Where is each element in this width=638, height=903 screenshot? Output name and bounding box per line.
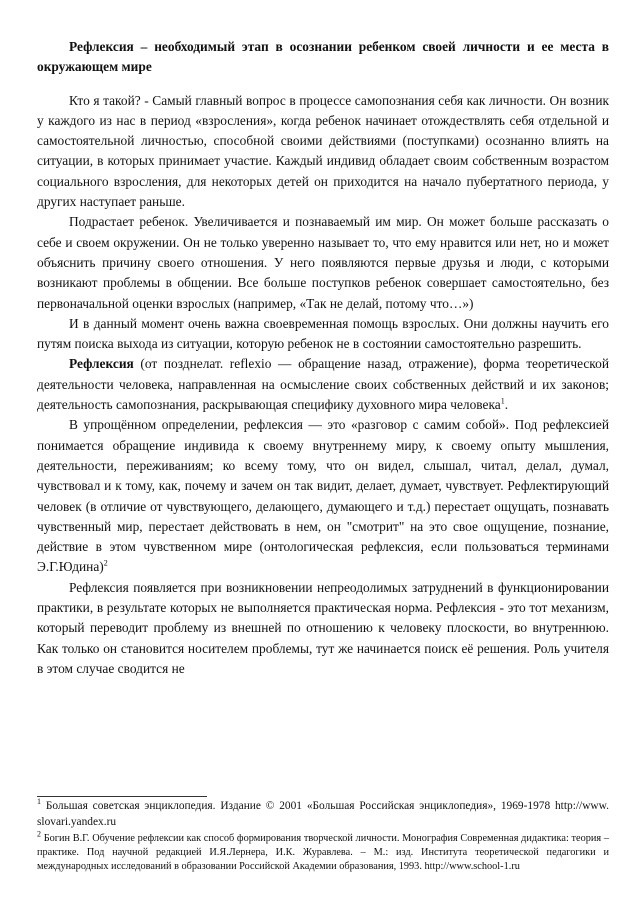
paragraph-child-grows: Подрастает ребенок. Увеличивается и познаваемый им мир. Он может больше рассказать о себе и своем окружении. Он не только уверенно называет то, что ему нравится или нет, но и может объяснить причину своего отношения. У него появляются первые друзья и люди, с которыми возникают проблемы в общении. Все больше поступков ребенок совершает самостоятельно, без первоначальной оценки взрослых (например, «Так не делай, потому что…») <box>37 214 609 311</box>
footnote-1-number: 1 <box>37 797 41 807</box>
footnotes-section <box>37 799 609 875</box>
footnote-2-text: Богин В.Г. Обучение рефлексии как способ формирования творческой личности. Монография Современная дидактика: теория – практике. Под научной редакцией И.Я.Лернера, И.К. Журавлева. – М.: изд. Института теоретической педагогики и международных исследований в образовании Российской Академии образования, 1993. http://www.school-1.ru <box>37 833 609 873</box>
definition-text: (от позднелат. reflexio — обращение назад, отражение), форма теоретической деятельности человека, направленная на осмысление своих собственных действий и их законов; деятельность самопознания, раскрывающая специфику духовного мира человека <box>37 356 609 413</box>
footnote-ref-1: 1 <box>500 396 505 406</box>
paragraph-who-am-i: Кто я такой? - Самый главный вопрос в процессе самопознания себя как личности. Он возник у каждого из нас в период «взросления», когда ребенок начинает отождествлять себя отдельной и самостоятельной личностью, способной своими действиями (поступками) осознанно влиять на ситуации, в которых принимает участие. Каждый индивид обладает своим собственным возрастом социального взросления, для некоторых детей он приходится на начало пубертатного периода, у других наступает раньше. <box>37 92 609 210</box>
paragraph-reflection-definition <box>37 354 609 415</box>
footnote-divider <box>37 796 207 797</box>
term-reflection: Рефлексия <box>69 356 134 372</box>
document-page <box>37 37 609 679</box>
footnote-1 <box>37 799 609 830</box>
footnote-1-text: Большая советская энциклопедия. Издание © 2001 «Большая Российская энциклопедия», 1969-1978 http://www. slovari.yandex.ru <box>37 800 609 828</box>
footnote-ref-2: 2 <box>103 558 108 568</box>
definition-end: . <box>504 397 509 413</box>
paragraph-reflection-mechanism: Рефлексия появляется при возникновении непреодолимых затруднений в функционировании практики, в результате которых не выполняется практическая норма. Рефлексия - это тот механизм, который переводит проблему из внешней по отношению к человеку плоскости, во внутреннюю. Как только он становится носителем проблемы, тут же начинается поиск её решения. Роль учителя в этом случае сводится не <box>37 579 609 676</box>
footnote-2-number: 2 <box>37 829 41 839</box>
simplified-definition-text: В упрощённом определении, рефлексия — это «разговор с самим собой». Под рефлексией понимается обращение индивида к своему внутреннему миру, к своему опыту мышления, деятельности, переживаниям; ко всему тому, что он видел, слышал, читал, делал, думал, чувствовал и к тому, как, почему и зачем он так видит, делает, думает, чувствует. Рефлектирующий человек (в отличие от чувствующего, делающего, думающего и т.д.) перестает ощущать, познавать чувственный мир, перестает действовать в нем, он "смотрит" на это свое ощущение, познание, действие в этом чувственном мире (онтологическая рефлексия, если пользоваться терминами Э.Г.Юдина) <box>37 417 609 575</box>
footnote-2 <box>37 829 609 875</box>
paragraph-simplified-definition <box>37 415 609 577</box>
paragraph-adult-help: И в данный момент очень важна своевременная помощь взрослых. Они должны научить его путям поиска выхода из ситуации, которую ребенок не в состоянии самостоятельно разрешить. <box>37 315 609 352</box>
document-title: Рефлексия – необходимый этап в осознании ребенком своей личности и ее места в окружающем мире <box>37 39 609 75</box>
